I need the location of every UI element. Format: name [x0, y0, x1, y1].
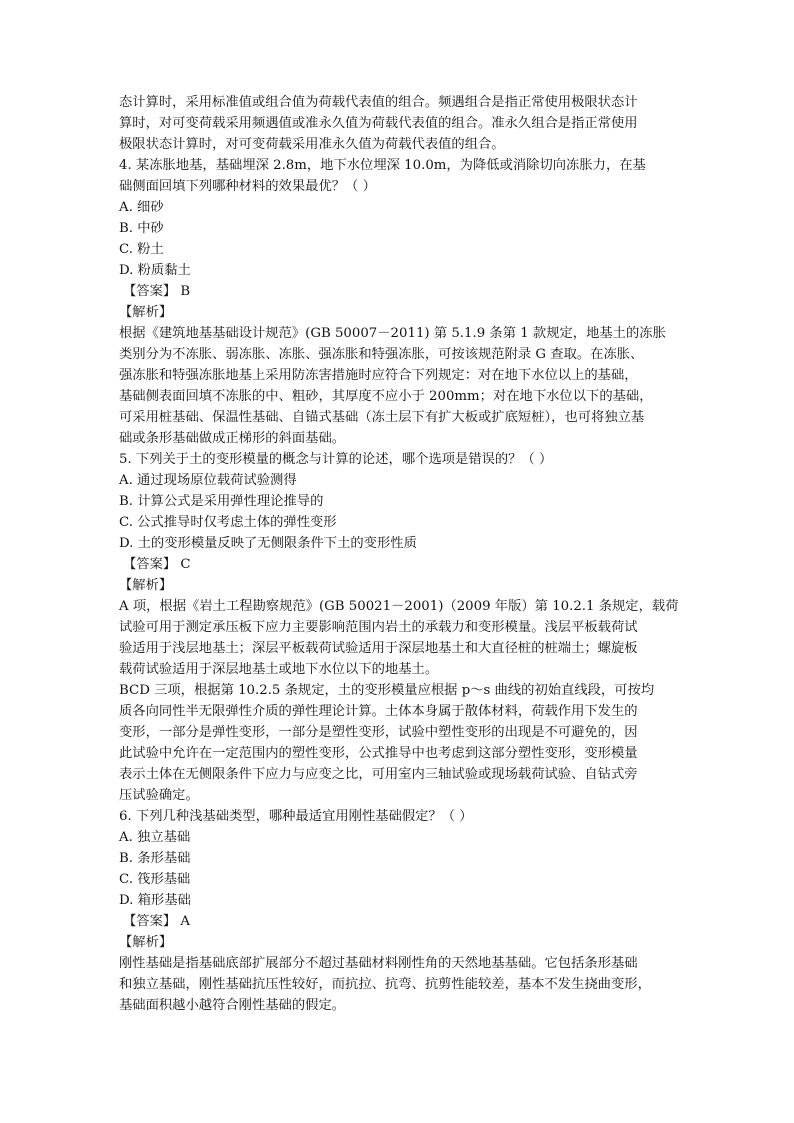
option-c: C. 公式推导时仅考虑土体的弹性变形: [119, 515, 337, 530]
text-line: 可采用桩基础、保温性基础、自锚式基础（冻土层下有扩大板或扩底短桩），也可将独立基: [119, 410, 645, 425]
option-b: B. 条形基础: [119, 851, 191, 866]
option-a: A. 通过现场原位载荷试验测得: [119, 473, 297, 488]
question-6: 6. 下列几种浅基础类型，哪种最适宜用刚性基础假定？（ ）: [119, 809, 473, 824]
text-line: 础或条形基础做成正梯形的斜面基础。: [119, 431, 346, 446]
option-d: D. 土的变形模量反映了无侧限条件下土的变形性质: [119, 536, 417, 551]
text-line: 类别分为不冻胀、弱冻胀、冻胀、强冻胀和特强冻胀，可按该规范附录 G 查取。在冻胀、: [119, 347, 644, 362]
text-line: 试验可用于测定承压板下应力主要影响范围内岩土的承载力和变形模量。浅层平板载荷试: [119, 620, 638, 635]
option-c: C. 筏形基础: [119, 872, 191, 887]
text-line: 极限状态计算时，对可变荷载采用准永久值为荷载代表值的组合。: [119, 137, 505, 152]
text-line: 压试验确定。: [119, 788, 199, 803]
text-line: 础侧面回填下列哪种材料的效果最优？（ ）: [119, 179, 376, 194]
option-d: D. 粉质黏土: [119, 263, 191, 278]
analysis-label: 【解析】: [119, 935, 173, 950]
text-line: 此试验中允许在一定范围内的塑性变形，公式推导中也考虑到这部分塑性变形，变形模量: [119, 746, 638, 761]
document-page: [119, 92, 679, 1016]
text-line: 态计算时，采用标准值或组合值为荷载代表值的组合。频遇组合是指正常使用极限状态计: [119, 95, 638, 110]
option-b: B. 中砂: [119, 221, 164, 236]
text-line: 和独立基础，刚性基础抗压性较好，而抗拉、抗弯、抗剪性能较差，基本不发生挠曲变形，: [119, 977, 651, 992]
analysis-label: 【解析】: [119, 578, 173, 593]
text-line: 算时，对可变荷载采用频遇值或准永久值为荷载代表值的组合。准永久组合是指正常使用: [119, 116, 638, 131]
text-line: 表示土体在无侧限条件下应力与应变之比，可用室内三轴试验或现场载荷试验、自钻式旁: [119, 767, 638, 782]
text-line: 根据《建筑地基基础设计规范》(GB 50007－2011) 第 5.1.9 条第 1 款规定，地基土的冻胀: [119, 326, 666, 341]
option-c: C. 粉土: [119, 242, 164, 257]
text-line: 基础侧表面回填不冻胀的中、粗砂，其厚度不应小于 200mm；对在地下水位以下的基础，: [119, 389, 653, 404]
option-b: B. 计算公式是采用弹性理论推导的: [119, 494, 324, 509]
answer-label: 【答案】 A: [123, 914, 191, 929]
answer-label: 【答案】 C: [123, 557, 191, 572]
option-a: A. 独立基础: [119, 830, 191, 845]
question-4: 4. 某冻胀地基，基础埋深 2.8m，地下水位埋深 10.0m，为降低或消除切向冻胀力，在基: [119, 158, 646, 173]
option-a: A. 细砂: [119, 200, 164, 215]
text-line: 刚性基础是指基础底部扩展部分不超过基础材料刚性角的天然地基基础。它包括条形基础: [119, 956, 638, 971]
text-line: BCD 三项，根据第 10.2.5 条规定，土的变形模量应根据 p～s 曲线的初始直线段，可按均: [119, 683, 655, 698]
text-line: A 项，根据《岩土工程勘察规范》(GB 50021－2001)（2009 年版）第 10.2.1 条规定，载荷: [119, 599, 679, 614]
text-line: 质各向同性半无限弹性介质的弹性理论计算。土体本身属于散体材料，荷载作用下发生的: [119, 704, 638, 719]
analysis-label: 【解析】: [119, 305, 173, 320]
option-d: D. 箱形基础: [119, 893, 191, 908]
text-line: 变形，一部分是弹性变形，一部分是塑性变形，试验中塑性变形的出现是不可避免的，因: [119, 725, 638, 740]
answer-label: 【答案】 B: [123, 284, 191, 299]
text-line: 强冻胀和特强冻胀地基上采用防冻害措施时应符合下列规定：对在地下水位以上的基础，: [119, 368, 638, 383]
text-line: 基础面积越小越符合刚性基础的假定。: [119, 998, 346, 1013]
text-line: 验适用于浅层地基土；深层平板载荷试验适用于深层地基土和大直径桩的桩端土；螺旋板: [119, 641, 638, 656]
text-line: 载荷试验适用于深层地基土或地下水位以下的地基土。: [119, 662, 439, 677]
question-5: 5. 下列关于土的变形模量的概念与计算的论述，哪个选项是错误的？（ ）: [119, 452, 553, 467]
